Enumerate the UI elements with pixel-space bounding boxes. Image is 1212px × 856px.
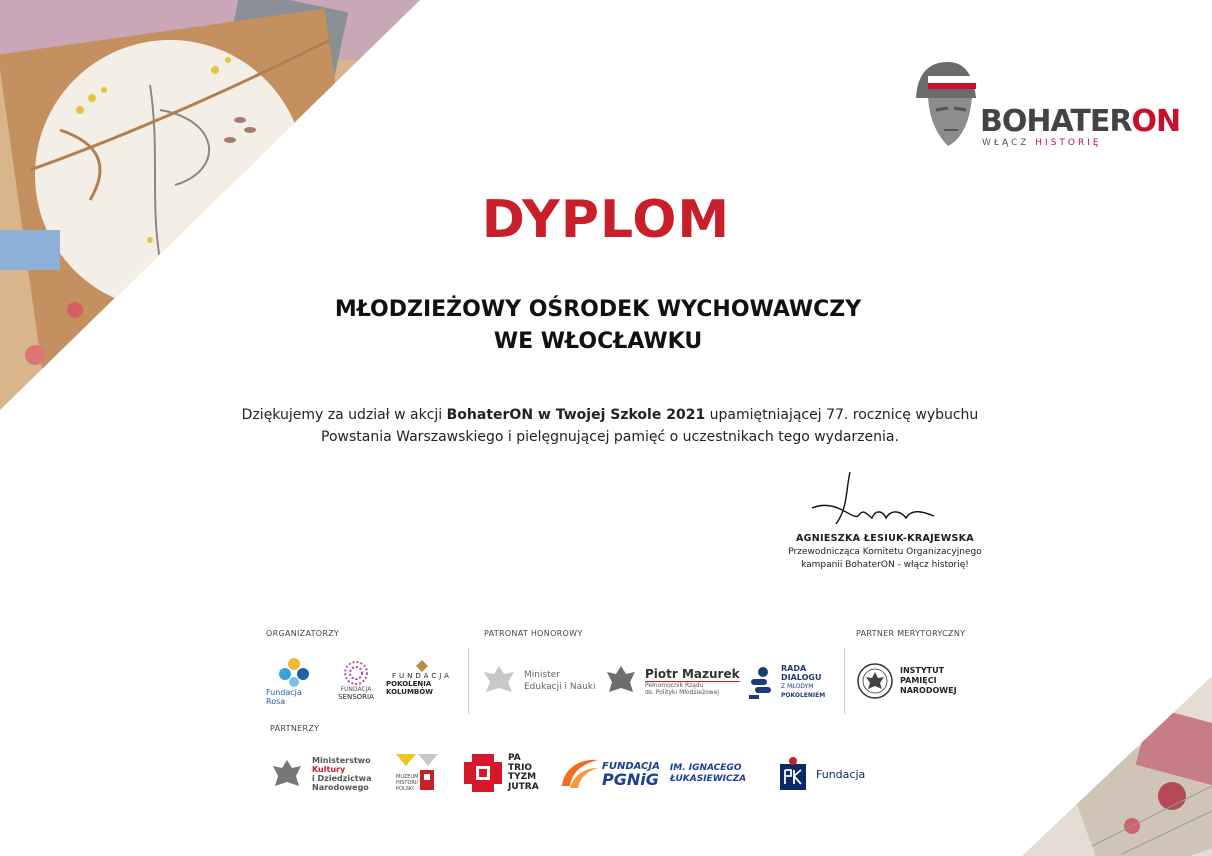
patriotyzm-jutra-icon [464, 754, 502, 792]
patriot-line-3: TYZM [508, 772, 537, 782]
signatory-name: AGNIESZKA ŁESIUK-KRAJEWSKA [796, 533, 974, 544]
rada-dialogu-icon [745, 664, 777, 700]
polish-eagle-icon [603, 662, 639, 700]
section-label-merit-partner: PARTNER MERYTORYCZNY [856, 629, 966, 638]
ipn-line-2: PAMIĘCI [900, 676, 937, 685]
pgnig-line-3: IM. IGNACEGO [669, 763, 742, 773]
sensoria-label: SENSORIA [338, 693, 374, 701]
polish-eagle-icon [480, 662, 518, 700]
section-label-patronage: PATRONAT HONOROWY [484, 629, 583, 638]
decorative-corner-collage-bottom [1022, 676, 1212, 856]
ipn-line-3: NARODOWEJ [900, 686, 957, 695]
rosa-flower-icon [277, 656, 311, 688]
pgnig-line-4: ŁUKASIEWICZA [669, 774, 747, 784]
mkidn-line-4: Narodowego [312, 783, 369, 792]
logo-word-accent: ON [1131, 104, 1181, 139]
section-label-partners: PARTNERZY [270, 724, 320, 733]
logo-fundacja-rosa [266, 656, 322, 706]
mkidn-line-1: Ministerstwo [312, 756, 371, 765]
rada-line-3: Z MŁODYM [781, 683, 814, 690]
kolumbow-top-label: FUNDACJA [392, 672, 452, 680]
bohateron-wordmark [980, 104, 1180, 139]
ipn-line-1: INSTYTUT [900, 666, 945, 675]
kolumbow-emblem-icon [416, 660, 428, 672]
signatory-block [780, 533, 990, 572]
bohateron-tagline [982, 138, 1102, 148]
logo-minister-edukacji [480, 662, 596, 700]
mkidn-line-3: i Dziedzictwa [312, 774, 372, 783]
rada-line-2: DIALOGU [781, 673, 822, 682]
logo-word-main: BOHATER [980, 104, 1132, 139]
polish-eagle-icon [270, 756, 304, 792]
logo-ipn [856, 662, 957, 700]
ipn-seal-icon [856, 662, 894, 700]
logo-patriotyzm-jutra [464, 754, 539, 792]
message-part-2: upamiętniającej 77. rocznicę wybuchu Powstania Warszawskiego i pielęgnującej pamięć o uczestnikach tego wydarzenia. [321, 407, 979, 445]
section-label-organizers: ORGANIZATORZY [266, 629, 340, 638]
handwritten-signature [806, 468, 946, 528]
pgnig-line-1: FUNDACJA [602, 760, 660, 772]
tagline-accent: HISTORIĘ [1035, 138, 1102, 148]
logo-rada-dialogu [745, 664, 825, 700]
mazurek-line-2: ds. Polityki Młodzieżowej [645, 688, 720, 696]
logo-fundacja-sensoria [336, 660, 376, 701]
muzeum-line-1: MUZEUM [396, 774, 419, 780]
divider [468, 648, 469, 714]
mazurek-line-1: Pełnomocnik Rządu [645, 681, 704, 689]
kolumbow-label: POKOLENIA KOLUMBÓW [386, 680, 433, 696]
signatory-role-line-2: kampanii BohaterON - włącz historię! [801, 560, 969, 570]
logo-muzeum-historii-polski [396, 752, 438, 792]
muzeum-line-3: POLSKI [396, 786, 414, 792]
signatory-role-line-1: Przewodnicząca Komitetu Organizacyjnego [788, 547, 982, 557]
patriot-line-2: TRIO [508, 762, 533, 773]
logo-fundacja-pgnig [560, 756, 746, 792]
mkidn-line-2: Kultury [312, 765, 346, 774]
rada-line-4: POKOLENIEM [781, 692, 826, 699]
minister-line-2: Edukacji i Nauki [524, 682, 596, 692]
recipient-name [0, 294, 1196, 358]
message-part-1: Dziękujemy za udział w akcji [241, 407, 447, 423]
recipient-line-2: WE WŁOCŁAWKU [493, 329, 703, 354]
muzeum-line-2: HISTORII [396, 780, 418, 786]
logo-piotr-mazurek [603, 662, 740, 700]
minister-line-1: Minister [524, 670, 560, 680]
divider [844, 648, 845, 714]
sensoria-dots-icon [342, 660, 370, 686]
thank-you-message [230, 404, 990, 448]
mazurek-name: Piotr Mazurek [645, 666, 740, 681]
logo-ministerstwo-kultury [270, 756, 371, 792]
pko-label: Fundacja [816, 767, 866, 781]
rosa-label: Fundacja Rosa [266, 688, 302, 706]
recipient-line-1: MŁODZIEŻOWY OŚRODEK WYCHOWAWCZY [334, 297, 862, 322]
patriot-line-1: PA [508, 753, 521, 763]
logo-fundacja-pokolenia-kolumbow [386, 660, 458, 696]
campaign-name: BohaterON w Twojej Szkole 2021 [446, 407, 706, 423]
pgnig-flame-icon [560, 756, 600, 792]
sensoria-small-label: FUNDACJA [340, 686, 372, 693]
rada-line-1: RADA [781, 664, 807, 673]
diploma-title: DYPLOM [481, 190, 731, 250]
pko-emblem-icon [780, 756, 808, 792]
tagline-main: WŁĄCZ [982, 138, 1036, 148]
patriot-line-4: JUTRA [508, 781, 539, 792]
pgnig-line-2: PGNiG [602, 769, 659, 789]
logo-fundacja-pko [780, 756, 865, 792]
